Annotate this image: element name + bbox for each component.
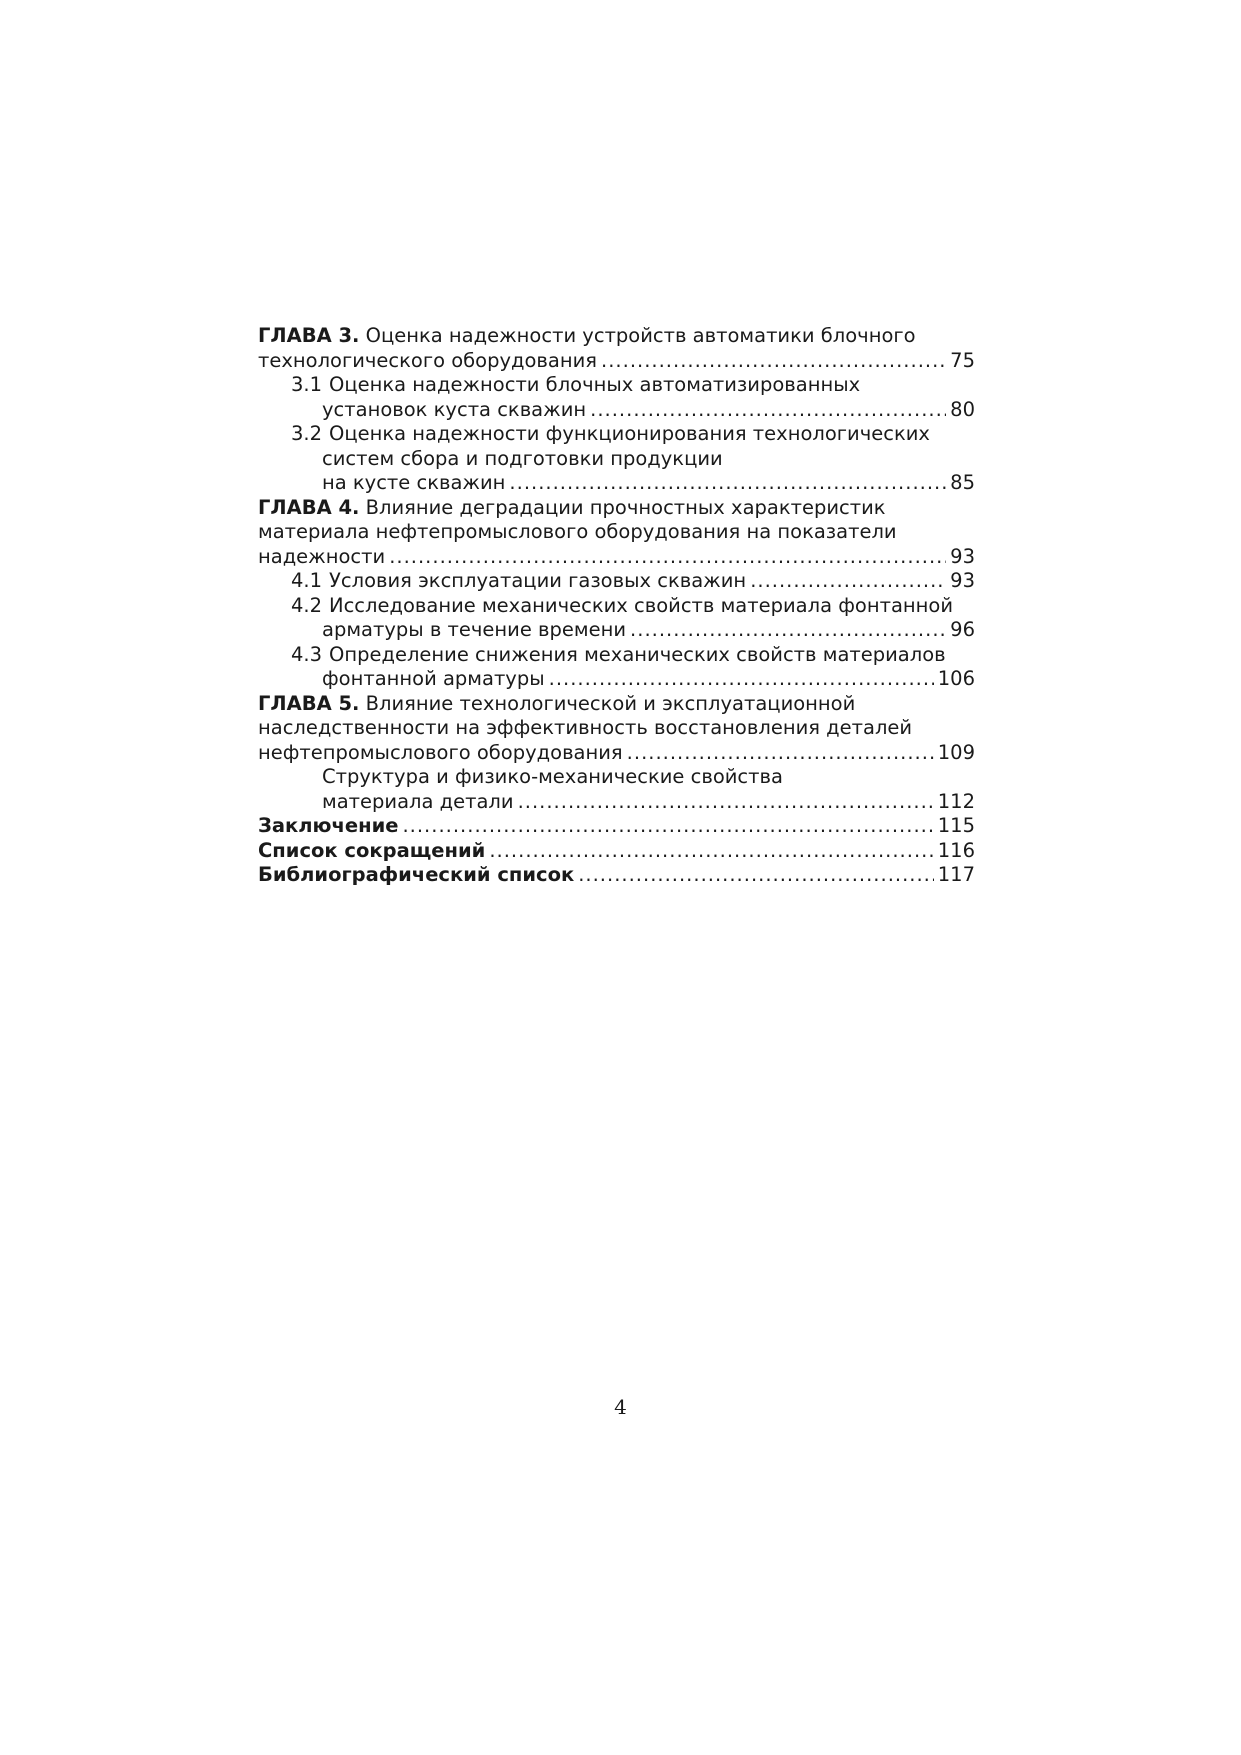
conclusion-title: Заключение [258, 814, 399, 837]
toc-section-3-1-line-1 [258, 373, 975, 398]
toc-section-3-2-line-1 [258, 422, 975, 447]
section-title: Оценка надежности блочных автоматизированных [329, 373, 861, 396]
chapter-title: Влияние деградации прочностных характеристик [365, 495, 886, 519]
page-ref: 75 [950, 348, 975, 372]
dot-leader [601, 349, 946, 374]
chapter-title-cont: нефтепромыслового оборудования [258, 740, 623, 764]
toc-chapter-5-line-3 [258, 741, 975, 766]
section-title: Оценка надежности функционирования технологических [329, 422, 930, 445]
toc-bibliography [258, 863, 975, 888]
dot-leader [489, 839, 933, 864]
chapter-label: ГЛАВА 3. [258, 324, 360, 347]
dot-leader [578, 863, 934, 888]
dot-leader [630, 618, 946, 643]
toc-section-4-3-line-2 [258, 667, 975, 692]
toc-section-3-2-line-2 [258, 447, 975, 472]
dot-leader [389, 545, 946, 570]
chapter-title: Оценка надежности устройств автоматики блочного [365, 324, 916, 347]
abbreviations-title: Список сокращений [258, 838, 486, 862]
page-ref: 93 [950, 544, 975, 568]
toc-section-4-2-line-1 [258, 594, 975, 619]
chapter-label: ГЛАВА 4. [258, 495, 360, 519]
chapter-title-cont: надежности [258, 544, 386, 568]
bibliography-title: Библиографический список [258, 863, 575, 886]
toc-conclusion [258, 814, 975, 839]
chapter-title-cont: наследственности на эффективность восстановления деталей [258, 716, 913, 739]
toc-chapter-3-line-2 [258, 349, 975, 374]
chapter-label: ГЛАВА 5. [258, 691, 360, 715]
dot-leader [590, 398, 946, 423]
dot-leader [627, 741, 934, 766]
dot-leader [549, 667, 934, 692]
dot-leader [750, 569, 946, 594]
section-title-cont: фонтанной арматуры [322, 667, 545, 690]
page-ref: 117 [937, 863, 975, 886]
page-ref: 93 [950, 569, 975, 592]
section-number: 3.1 [290, 373, 322, 396]
toc-section-3-2-line-3 [258, 471, 975, 496]
toc-chapter-5-line-1 [258, 692, 975, 717]
chapter-title-cont: технологического оборудования [258, 348, 598, 372]
page-ref: 115 [937, 814, 975, 837]
toc-chapter-4-line-1 [258, 496, 975, 521]
section-number: 3.2 [290, 422, 322, 445]
section-title: Условия эксплуатации газовых скважин [329, 569, 747, 592]
page-ref: 112 [937, 789, 975, 813]
dot-leader [509, 471, 946, 496]
section-title-cont: материала детали [322, 789, 514, 813]
toc-section-4-1 [258, 569, 975, 594]
toc-section-5-x-line-1 [258, 765, 975, 790]
section-title-cont: на кусте скважин [322, 471, 506, 494]
page-ref: 106 [937, 667, 975, 690]
dot-leader [402, 814, 933, 839]
toc-chapter-4-line-3 [258, 545, 975, 570]
toc-section-5-x-line-2 [258, 790, 975, 815]
toc-chapter-4-line-2 [258, 520, 975, 545]
chapter-title: Влияние технологической и эксплуатационной [365, 691, 856, 715]
section-title-cont: систем сбора и подготовки продукции [322, 446, 723, 470]
section-title-cont: арматуры в течение времени [322, 618, 627, 641]
page-number: 4 [614, 1395, 627, 1419]
section-number: 4.1 [290, 569, 322, 592]
toc-abbreviations [258, 839, 975, 864]
section-title-cont: установок куста скважин [322, 397, 587, 421]
chapter-title-cont: материала нефтепромыслового оборудования на показатели [258, 520, 897, 543]
section-title: Структура и физико-механические свойства [322, 765, 783, 788]
page-ref: 85 [950, 471, 975, 494]
section-number: 4.2 [290, 593, 322, 617]
section-number: 4.3 [290, 642, 322, 666]
toc-section-4-2-line-2 [258, 618, 975, 643]
toc-chapter-5-line-2 [258, 716, 975, 741]
page-ref: 96 [950, 618, 975, 641]
toc-section-4-3-line-1 [258, 643, 975, 668]
page-ref: 116 [937, 838, 975, 862]
section-title: Исследование механических свойств материала фонтанной [329, 593, 953, 617]
toc-section-3-1-line-2 [258, 398, 975, 423]
section-title: Определение снижения механических свойств материалов [329, 642, 946, 666]
dot-leader [518, 790, 934, 815]
table-of-contents [258, 324, 975, 888]
toc-chapter-3-line-1 [258, 324, 975, 349]
page-ref: 80 [950, 397, 975, 421]
page-ref: 109 [937, 740, 975, 764]
